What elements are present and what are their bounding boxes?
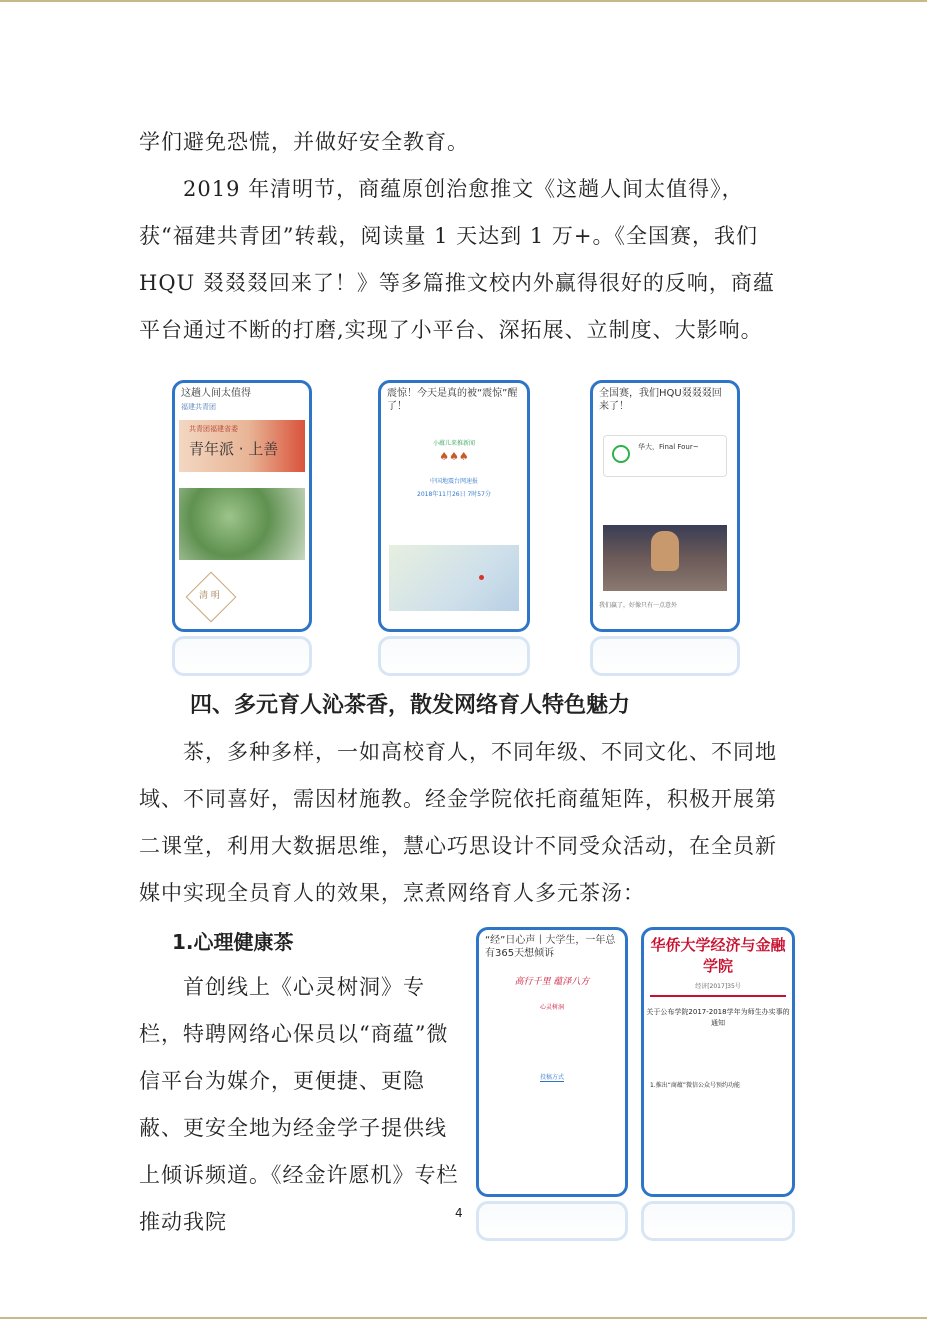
phone-d-submit-label[interactable]: 投稿方式 [539,1074,564,1081]
red-divider [650,995,786,997]
phone-a-diamond-label: 清 明 [199,591,220,601]
phone-d-tree-hole: 心灵树洞 [539,1004,564,1011]
player-face-shape [651,531,679,571]
phone-d-submit-row [479,1064,625,1083]
player-photo-image [603,525,727,591]
earthquake-map-image [389,545,519,611]
phone-a-banner-sub: 共青团福建省委 [189,425,238,433]
lantern-icon: ♠♠♠ [439,450,469,463]
phone-screenshot-earthquake [378,380,530,632]
phone-b-reflection [378,636,530,676]
phone-d-title: “经”日心声丨大学生，一年总有365天想倾诉 [485,935,616,959]
phone-b-section-label: 小蕴儿来推新闻 [432,440,475,447]
phone-b-title: 震惊！今天是真的被“震惊”醒了！ [387,388,518,412]
page-number: 4 [455,1206,463,1220]
phone-c-bottom-text: 我们赢了，好像只有一点意外 [599,602,678,609]
phone-e-reflection [641,1201,795,1241]
phone-a-banner-main: 青年派 · 上善 [189,440,279,458]
phone-e-notice-title: 关于公布学院2017-2018学年为师生办实事的通知 [646,1008,790,1027]
phone-screenshot-tree-hole [476,927,628,1197]
phone-d-slogan: 高行千里 蕴泽八方 [514,977,590,987]
page-top-rule [0,0,927,2]
paragraph-2: 2019 年清明节，商蕴原创治愈推文《这趟人间太值得》，获“福建共青团”转载，阅读量 1 天达到 1 万+。《全国赛，我们 HQU 叕叕叕回来了！》等多篇推文校内外赢得很好的反响，商蕴平台通过不断的打磨,实现了小平台、深拓展、立制度、大影响。 [139,177,775,342]
paragraph-1: 学们避免恐慌，并做好安全教育。 [139,130,469,154]
phone-c-title: 全国赛，我们HQU叕叕叕回来了！ [599,388,722,412]
phone-e-body-spacer [644,1029,792,1079]
phone-a-title: 这趟人间太值得 [181,388,251,399]
paragraph-3: 茶，多种多样，一如高校育人，不同年级、不同文化、不同地域、不同喜好，需因材施教。经金学院依托商蕴矩阵，积极开展第二课堂，利用大数据思维，慧心巧思设计不同受众活动，在全员新媒中实现全员育人的效果，烹煮网络育人多元茶汤： [139,740,777,905]
phone-a-meta [175,400,309,414]
section-heading: 四、多元育人沁茶香，散发网络育人特色魅力 [190,693,631,718]
phone-c-body-text [593,483,737,521]
epicenter-dot-icon [479,575,484,580]
phone-screenshot-qingming [172,380,312,632]
leaves-image [179,488,305,560]
audio-player[interactable] [603,435,727,477]
phone-b-news-time: 2018年11月26日 7时57分 [417,491,491,498]
play-icon[interactable] [612,445,630,463]
phone-d-body-spacer [479,1014,625,1064]
subheading-mental-health: 1.心理健康茶 [172,930,294,954]
phone-c-reflection [590,636,740,676]
phone-screenshot-school-notice [641,927,795,1197]
phone-a-banner [179,420,305,472]
phone-e-item-label: 1.推出“商蕴”微信公众号预约功能 [650,1082,740,1089]
paragraph-4: 首创线上《心灵树洞》专栏，特聘网络心保员以“商蕴”微信平台为媒介，更便捷、更隐蔽、更安全地为经金学子提供线上倾诉频道。《经金许愿机》专栏推动我院 [139,975,459,1234]
phone-e-title: 华侨大学经济与金融学院 [650,936,786,975]
phone-a-reflection [172,636,312,676]
phone-e-doc-no: 经济[2017]35号 [695,983,741,990]
phone-a-source: 福建共青团 [181,403,216,411]
phone-d-reflection [476,1201,628,1241]
phone-b-news-source: 中国地震台网速报 [429,478,478,485]
phone-c-audio-label: 华大，Final Four~ [638,443,699,451]
phone-screenshot-national-contest [590,380,740,632]
